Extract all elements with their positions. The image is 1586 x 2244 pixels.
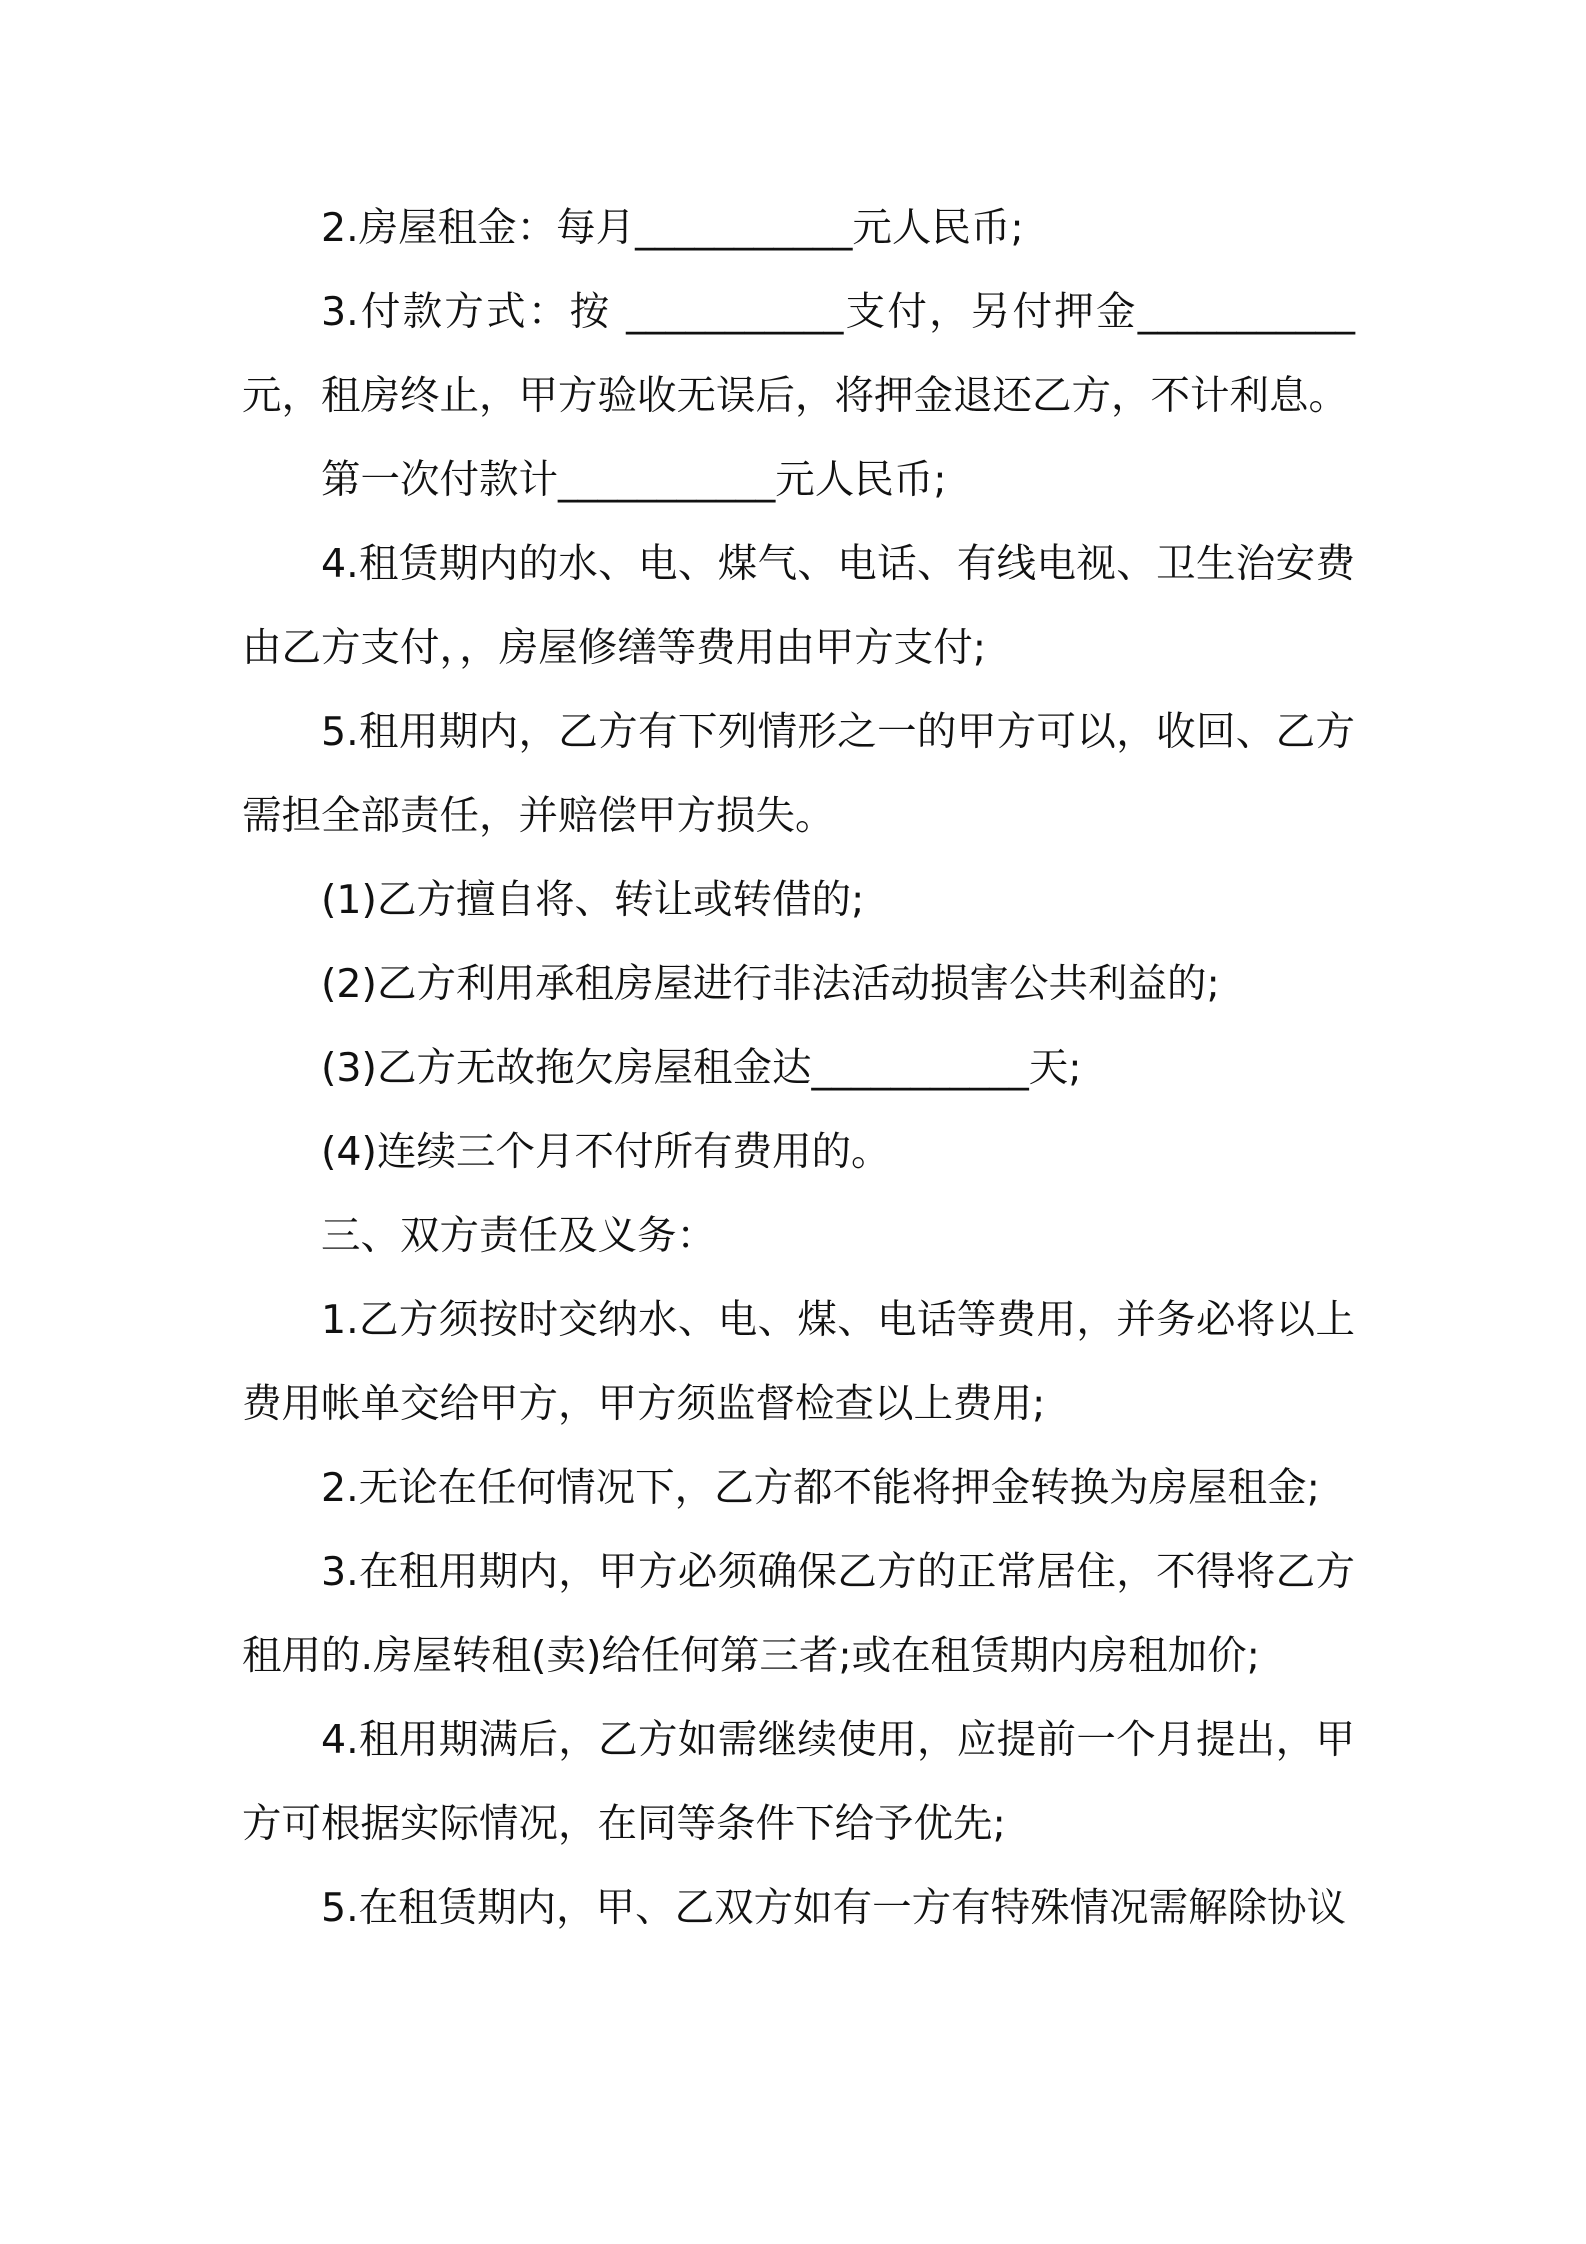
responsibility-item-3: 3.在租用期内，甲方必须确保乙方的正常居住，不得将乙方租用的.房屋转租(卖)给任何第三者;或在租赁期内房租加价; [242, 1549, 1355, 1679]
section-heading-responsibilities: 三、双方责任及义务： [321, 1213, 716, 1259]
condition-item-1: (1)乙方擅自将、转让或转借的; [321, 877, 865, 923]
condition-item-4: (4)连续三个月不付所有费用的。 [321, 1129, 891, 1175]
contract-body [242, 186, 1355, 1950]
clause-first-payment: 第一次付款计___________元人民币; [321, 457, 947, 503]
clause-payment-method: 3.付款方式：按 ___________支付，另付押金___________元，租房终止，甲方验收无误后，将押金退还乙方，不计利息。 [242, 289, 1355, 419]
responsibility-item-5: 5.在租赁期内，甲、乙双方如有一方有特殊情况需解除协议 [321, 1885, 1347, 1931]
clause-rent-amount: 2.房屋租金：每月___________元人民币; [321, 205, 1024, 251]
condition-item-2: (2)乙方利用承租房屋进行非法活动损害公共利益的; [321, 961, 1220, 1007]
responsibility-item-2: 2.无论在任何情况下，乙方都不能将押金转换为房屋租金; [321, 1465, 1320, 1511]
condition-item-3: (3)乙方无故拖欠房屋租金达___________天; [321, 1045, 1082, 1091]
responsibility-item-4: 4.租用期满后，乙方如需继续使用，应提前一个月提出，甲方可根据实际情况，在同等条件下给予优先; [242, 1717, 1355, 1847]
clause-termination-conditions: 5.租用期内，乙方有下列情形之一的甲方可以，收回、乙方需担全部责任，并赔偿甲方损失。 [242, 709, 1355, 839]
clause-utilities: 4.租赁期内的水、电、煤气、电话、有线电视、卫生治安费由乙方支付，，房屋修缮等费用由甲方支付; [242, 541, 1355, 671]
responsibility-item-1: 1.乙方须按时交纳水、电、煤、电话等费用，并务必将以上费用帐单交给甲方，甲方须监督检查以上费用; [242, 1297, 1355, 1427]
